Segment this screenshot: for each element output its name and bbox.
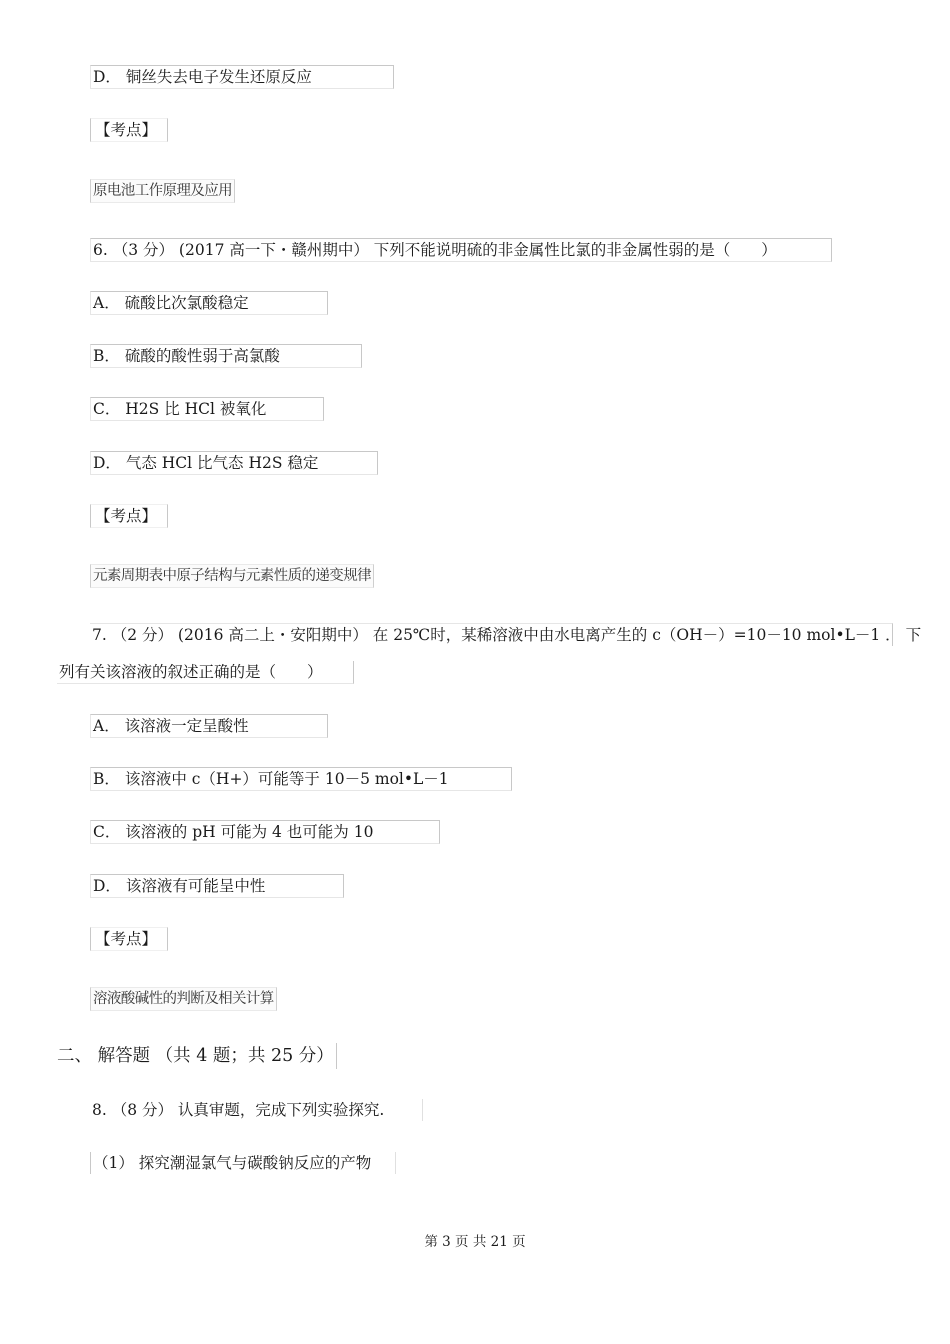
q6-stem: 6. （3 分） (2017 高一下・赣州期中） 下列不能说明硫的非金属性比氯的非金属性弱的是（ ） xyxy=(90,238,832,262)
q5-option-d: D． 铜丝失去电子发生还原反应 xyxy=(90,65,394,89)
q6-option-a: A． 硫酸比次氯酸稳定 xyxy=(90,291,328,315)
q6-kaodian-label: 【考点】 xyxy=(90,504,168,528)
q7-option-c: C． 该溶液的 pH 可能为 4 也可能为 10 xyxy=(90,820,440,844)
page-footer: 第 3 页 共 21 页 xyxy=(424,1234,526,1250)
q7-kaodian-label: 【考点】 xyxy=(90,927,168,951)
q7-stem-line2: 列有关该溶液的叙述正确的是（ ） xyxy=(57,661,354,684)
q7-topic: 溶液酸碱性的判断及相关计算 xyxy=(90,987,277,1011)
q6-topic: 元素周期表中原子结构与元素性质的递变规律 xyxy=(90,564,374,588)
q5-kaodian-label: 【考点】 xyxy=(90,118,168,142)
q7-option-a: A． 该溶液一定呈酸性 xyxy=(90,714,328,738)
q6-option-b: B． 硫酸的酸性弱于高氯酸 xyxy=(90,344,362,368)
q8-sub1: （1） 探究潮湿氯气与碳酸钠反应的产物 xyxy=(90,1152,396,1174)
q7-option-b: B． 该溶液中 c（H+）可能等于 10－5 mol•L－1 xyxy=(90,767,512,791)
q6-option-d: D． 气态 HCl 比气态 H2S 稳定 xyxy=(90,451,378,475)
section-title-answer-questions: 二、 解答题 （共 4 题；共 25 分） xyxy=(57,1043,337,1069)
q7-option-d: D． 该溶液有可能呈中性 xyxy=(90,874,344,898)
q7-stem-line1: 7. （2 分） (2016 高二上・安阳期中） 在 25℃时，某稀溶液中由水电离产生的 c（OH－）=10－10 mol•L－1 ． 下 xyxy=(90,623,893,646)
q8-stem: 8. （8 分） 认真审题，完成下列实验探究. xyxy=(90,1099,423,1121)
q5-topic: 原电池工作原理及应用 xyxy=(90,179,235,203)
q6-option-c: C． H2S 比 HCl 被氧化 xyxy=(90,397,324,421)
